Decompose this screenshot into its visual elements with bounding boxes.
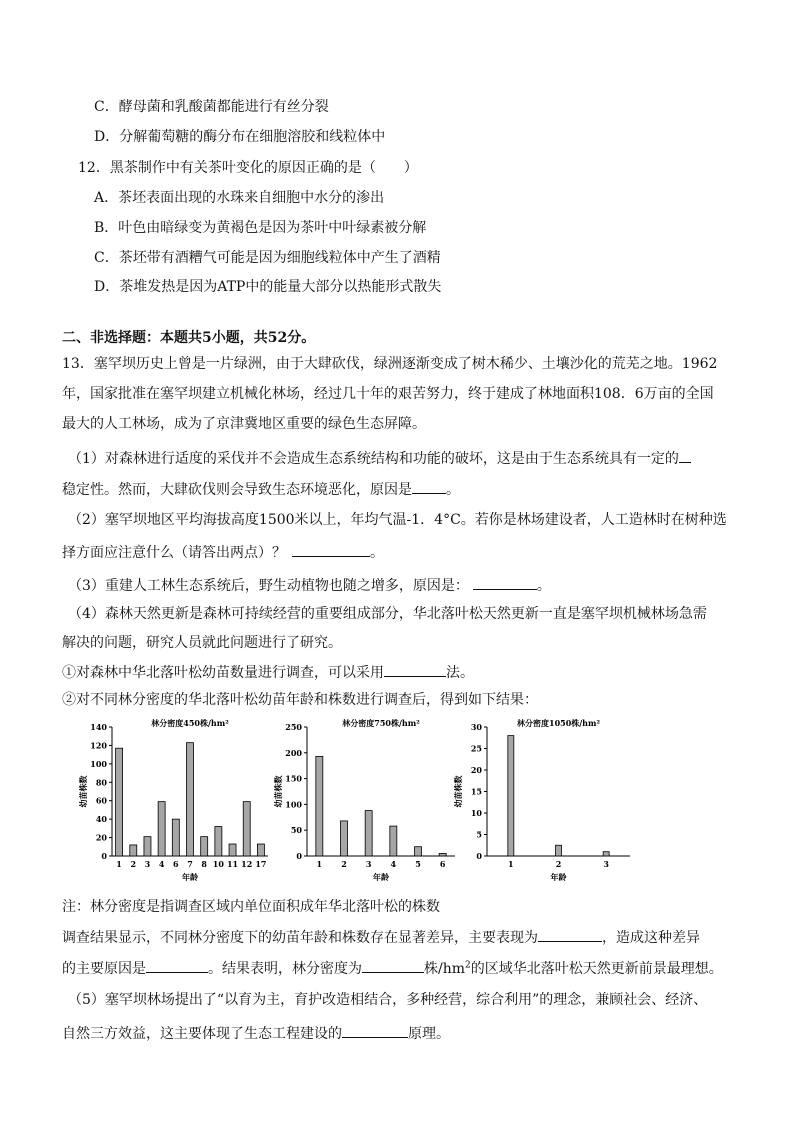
q13-result-line1: 调查结果显示，不同林分密度下的幼苗年龄和株数存在显著差异，主要表现为 ，造成这种差异 [62,926,700,948]
answer-blank[interactable] [473,574,537,590]
chart-note: 注：林分密度是指调查区域内单位面积成年华北落叶松的株数 [62,899,440,915]
bar [316,756,323,856]
x-axis-label: 年龄 [373,872,389,882]
y-tick-label: 0 [296,851,302,861]
x-tick-label: 2 [341,859,347,869]
x-tick-label: 6 [439,859,446,869]
answer-blank[interactable] [412,478,446,494]
q13-intro-line3: 最大的人工林场，成为了京津冀地区重要的绿色生态屏障。 [62,416,426,432]
x-tick-label: 3 [603,859,609,869]
q13-part4-line2: 解决的问题，研究人员就此问题进行了研究。 [62,635,342,651]
bar [187,743,194,856]
bar [415,847,422,856]
bar [556,845,562,856]
bar [341,821,348,856]
x-axis-label: 年龄 [550,872,567,882]
x-tick-label: 5 [415,859,421,869]
y-axis-label: 幼苗株数 [78,775,88,808]
bar [390,826,397,856]
section-heading: 二、非选择题：本题共5小题，共52分。 [62,330,316,346]
y-tick-label: 15 [470,786,482,797]
chart-title: 林分密度750株/hm² [342,718,420,728]
x-tick-label: 3 [144,859,151,869]
q13-result-line2: 的主要原因是 。结果表明，林分密度为 株$/hm^2$的区域华北落叶松天然更新前景最理想。 [62,957,723,979]
x-tick-label: 1 [316,859,323,869]
bar [144,837,151,856]
q13-part2-line1: （2）塞罕坝地区平均海拔高度1500米以上，年均气温-1．4°C。若你是林场建设者，人工造林时在树种选 [68,512,727,528]
q11-option-c: C．酵母菌和乳酸菌都能进行有丝分裂 [94,99,329,115]
y-tick-label: 30 [470,722,482,732]
answer-blank[interactable] [538,926,602,942]
y-tick-label: 5 [476,829,482,840]
y-tick-label: 20 [470,765,482,775]
bar-charts [70,715,670,895]
chart-density-750 [265,715,465,895]
y-tick-label: 100 [90,758,107,769]
y-tick-label: 20 [95,832,107,843]
q13-part2-line2: 择方面应注意什么（请答出两点）？ 。 [62,541,384,563]
bar [365,811,372,856]
y-tick-label: 60 [95,795,107,806]
y-tick-label: 0 [101,851,107,861]
y-tick-label: 25 [470,743,482,754]
q13-part4-item2: ②对不同林分密度的华北落叶松幼苗年龄和株数进行调查后，得到如下结果： [62,692,538,708]
x-tick-label: 4 [158,859,165,869]
x-tick-label: 2 [130,859,137,869]
y-tick-label: 140 [90,722,107,732]
x-tick-label: 6 [173,859,179,869]
x-tick-label: 1 [508,859,514,869]
bar [229,844,236,856]
bar [172,819,179,856]
chart-title: 林分密度450株/hm² [151,718,229,728]
x-tick-label: 11 [226,859,239,869]
q13-part1-line2: 稳定性。然而，大肆砍伐则会导致生态环境恶化，原因是 。 [62,478,460,500]
y-axis-label: 幼苗株数 [273,775,283,808]
answer-blank[interactable] [384,661,446,677]
answer-blank[interactable] [342,1022,408,1038]
x-tick-label: 10 [212,859,224,869]
q13-part4-line1: （4）森林天然更新是森林可持续经营的重要组成部分，华北落叶松天然更新一直是塞罕坝机械林场急需 [68,606,707,622]
q12-option-d: D．茶堆发热是因为ATP中的能量大部分以热能形式散失 [94,279,442,295]
bar [215,827,222,856]
q13-part5-line2: 自然三方效益，这主要体现了生态工程建设的 原理。 [62,1022,450,1044]
q11-option-d: D．分解葡萄糖的酶分布在细胞溶胶和线粒体中 [94,129,386,145]
x-tick-label: 17 [255,859,267,869]
answer-blank[interactable] [146,957,208,973]
y-axis-label: 幼苗株数 [453,775,463,808]
x-tick-label: 8 [201,859,207,869]
q13-part3: （3）重建人工林生态系统后，野生动植物也随之增多，原因是： 。 [68,574,551,596]
answer-blank[interactable] [362,957,424,973]
y-tick-label: 100 [285,799,302,810]
y-tick-label: 80 [95,777,107,788]
bar [116,748,123,856]
bar [603,852,609,856]
bar [158,802,165,856]
y-tick-label: 50 [290,825,302,836]
x-tick-label: 1 [116,859,122,869]
q12-stem: 12．黑茶制作中有关茶叶变化的原因正确的是（ ） [78,160,418,176]
y-tick-label: 40 [95,814,107,825]
chart-density-450 [70,715,270,895]
bar [257,844,264,856]
q12-option-a: A．茶坯表面出现的水珠来自细胞中水分的渗出 [94,190,385,206]
bar [243,802,250,856]
q12-option-c: C．茶坯带有酒糟气可能是因为细胞线粒体中产生了酒精 [94,250,441,266]
y-tick-label: 150 [285,773,302,784]
bar [508,736,514,856]
q13-part1-line1: （1）对森林进行适度的采伐并不会造成生态系统结构和功能的破坏，这是由于生态系统具有一定的 [68,447,691,469]
y-tick-label: 0 [476,851,482,861]
bar [130,845,137,856]
x-axis-label: 年龄 [182,872,198,882]
x-tick-label: 2 [555,859,562,869]
answer-blank[interactable] [679,447,691,463]
q12-option-b: B．叶色由暗绿变为黄褐色是因为茶叶中叶绿素被分解 [94,220,427,236]
y-tick-label: 250 [285,722,302,732]
x-tick-label: 3 [365,859,372,869]
q13-part5-line1: （5）塞罕坝林场提出了“以育为主，育护改造相结合，多种经营，综合利用”的理念，兼顾社会、经济、 [68,992,708,1008]
y-tick-label: 10 [470,808,482,818]
x-tick-label: 7 [187,859,193,869]
x-tick-label: 4 [390,859,397,869]
chart-title: 林分密度1050株/hm² [517,718,600,728]
chart-density-1050 [445,715,645,895]
x-tick-label: 12 [241,859,253,869]
y-tick-label: 200 [285,747,302,758]
y-tick-label: 120 [90,740,107,751]
bar [201,837,208,856]
q13-intro-line2: 年，国家批准在塞罕坝建立机械化林场，经过几十年的艰苦努力，终于建成了林地面积108．6万亩的全国 [62,386,714,402]
answer-blank[interactable] [292,541,370,557]
q13-intro-line1: 13．塞罕坝历史上曾是一片绿洲，由于大肆砍伐，绿洲逐渐变成了树木稀少、土壤沙化的荒芜之地。1962 [62,356,718,372]
q13-part4-item1: ①对森林中华北落叶松幼苗数量进行调查，可以采用 法。 [62,661,474,683]
